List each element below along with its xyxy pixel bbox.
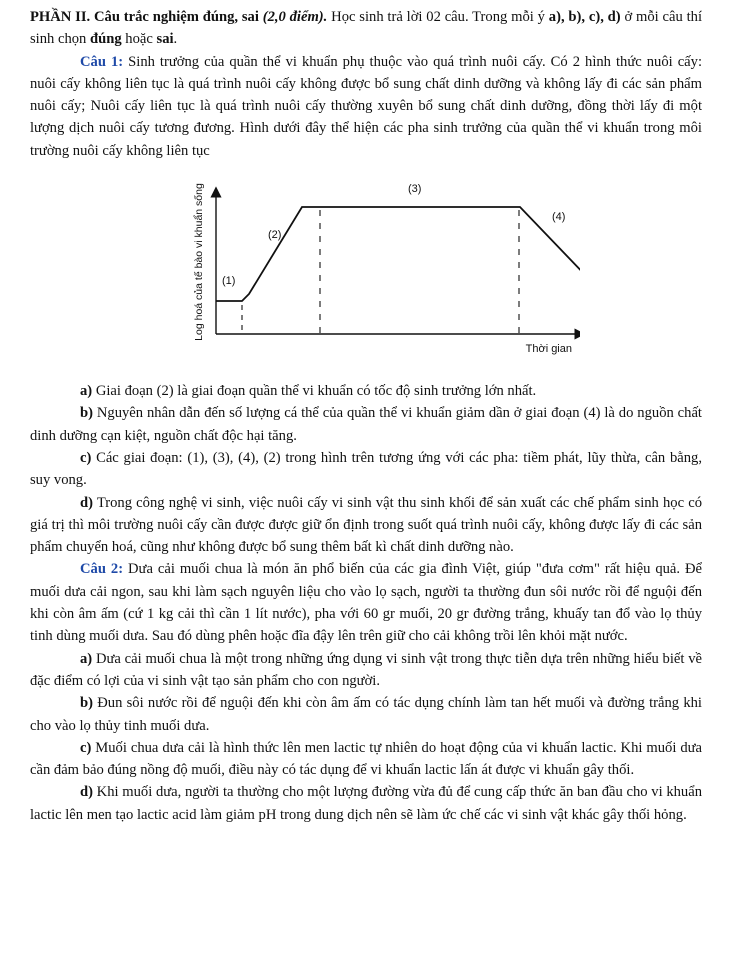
x-axis-label: Thời gian [525,343,572,356]
q1-item-a-key: a) [80,383,93,400]
growth-curve-figure [30,172,702,380]
q1-item-d-text: Trong công nghệ vi sinh, việc nuôi cấy vi sinh vật thu sinh khối để sản xuất các chế phẩm sinh học có giá trị thì môi trường nuôi cấy cần được được giữ ổn định trong suốt quá trình nuôi cấy, không được lấy đi các sản phẩm chuyển hoá, cũng như không được bổ sung thêm bất kì chất dinh dưỡng nào. [30,494,702,556]
q2-item-a-key: a) [80,650,93,667]
phase-label-3: (3) [408,183,422,196]
q1-intro: Sinh trưởng của quần thể vi khuẩn phụ thuộc vào quá trình nuôi cấy. Có 2 hình thức nuôi cấy: nuôi cấy không liên tục là quá trình nuôi cấy không được bổ sung chất dinh dưỡng và không lấy đi các sản phẩm nuôi cấy; Nuôi cấy liên tục là quá trình nuôi cấy thường xuyên bổ sung chất dinh dưỡng, đồng thời lấy đi một lượng dịch nuôi cấy tương đương. Hình dưới đây thể hiện các pha sinh trưởng của quần thể vi khuẩn trong môi trường nuôi cấy không liên tục [30,53,703,159]
q1-intro-paragraph [30,51,702,162]
q1-item-c-key: c) [80,449,92,466]
q1-item-d [30,492,702,559]
part-instruction-a: Học sinh trả lời 02 câu. Trong mỗi ý [327,9,549,25]
q1-item-b-text: Nguyên nhân dẫn đến số lượng cá thể của quần thể vi khuẩn giảm dần ở giai đoạn (4) là do nguồn chất dinh dưỡng cạn kiệt, nguồn chất độc hại tăng. [30,405,702,444]
y-axis-label: Log hoá của tế bào vi khuẩn sống [193,183,205,341]
phase-label-4: (4) [552,211,566,224]
part-points: (2,0 điểm). [262,9,328,25]
q2-item-a-text: Dưa cải muối chua là một trong những ứng dụng vi sinh vật trong thực tiễn dựa trên những hiểu biết về đặc điểm có lợi của vi sinh vật tạo sản phẩm cho con người. [30,650,702,689]
q2-item-b-text: Đun sôi nước rồi để nguội đến khi còn âm ấm có tác dụng chính làm tan hết muối và đường trắng khi cho vào lọ thủy tinh muối dưa. [30,695,702,734]
phase-label-2: (2) [268,229,282,242]
phase-label-1: (1) [222,275,236,288]
q2-item-d-key: d) [80,784,93,801]
part-header [30,6,702,51]
q1-item-c-text: Các giai đoạn: (1), (3), (4), (2) trong hình trên tương ứng với các pha: tiềm phát, lũy thừa, cân bằng, suy vong. [30,449,702,489]
part-end: . [173,31,178,48]
part-title: PHẦN II. Câu trắc nghiệm đúng, sai [30,9,263,25]
q1-item-a-text: Giai đoạn (2) là giai đoạn quần thể vi khuẩn có tốc độ sinh trưởng lớn nhất. [92,383,537,400]
q2-item-c [30,737,702,782]
word-wrong: sai [156,31,174,48]
q1-item-a [30,380,702,402]
q1-item-b [30,402,702,447]
q2-item-d [30,781,702,826]
growth-curve-svg [160,172,580,380]
q1-items [30,380,702,558]
q2-item-c-text: Muối chua dưa cải là hình thức lên men lactic tự nhiên do hoạt động của vi khuẩn lactic. Khi muối dưa cần đảm bảo đúng nồng độ muối, điều này có tác dụng để vi khuẩn lactic lấn át được vi khuẩn gây thối. [30,739,702,779]
word-or: hoặc [121,31,157,48]
part-options: a), b), c), d) [548,9,621,25]
q2-item-a [30,648,702,693]
q1-item-b-key: b) [80,405,93,422]
q2-item-b [30,692,702,737]
part-instruction-b: ở mỗi câu thí sinh chọn [30,9,702,48]
q1-item-d-key: d) [80,494,93,511]
q2-intro: Dưa cải muối chua là món ăn phổ biến của các gia đình Việt, giúp "đưa cơm" rất hiệu quả. Để muối dưa cải ngon, sau khi làm sạch nguyên liệu cho vào lọ sạch, người ta thường đun sôi nước rồi để nguội đến khi còn âm ấm (cứ 1 kg cải thì cần 1 lít nước), pha với 60 gr muối, 20 gr đường trắng, khuấy tan đổ vào lọ thủy tinh dùng muối dưa. Sau đó dùng phên hoặc đĩa đậy lên trên giữ cho cải không trồi lên khỏi mặt nước. [30,561,702,645]
q2-item-c-key: c) [80,739,92,756]
q1-label: Câu 1: [80,53,124,70]
q2-label: Câu 2: [80,561,124,578]
q2-intro-paragraph [30,558,702,647]
q2-items [30,648,702,826]
word-correct: đúng [90,31,122,48]
growth-curve-line [216,207,580,301]
q2-item-d-text: Khi muối dưa, người ta thường cho một lượng đường vừa đủ để cung cấp thức ăn ban đầu cho vi khuẩn lactic lên men tạo lactic acid làm giảm pH trong dung dịch nên sẽ làm ức chế các vi sinh vật khác gây thối hỏng. [30,784,702,823]
document-page [30,6,702,826]
q1-item-c [30,447,702,492]
q2-item-b-key: b) [80,695,93,712]
